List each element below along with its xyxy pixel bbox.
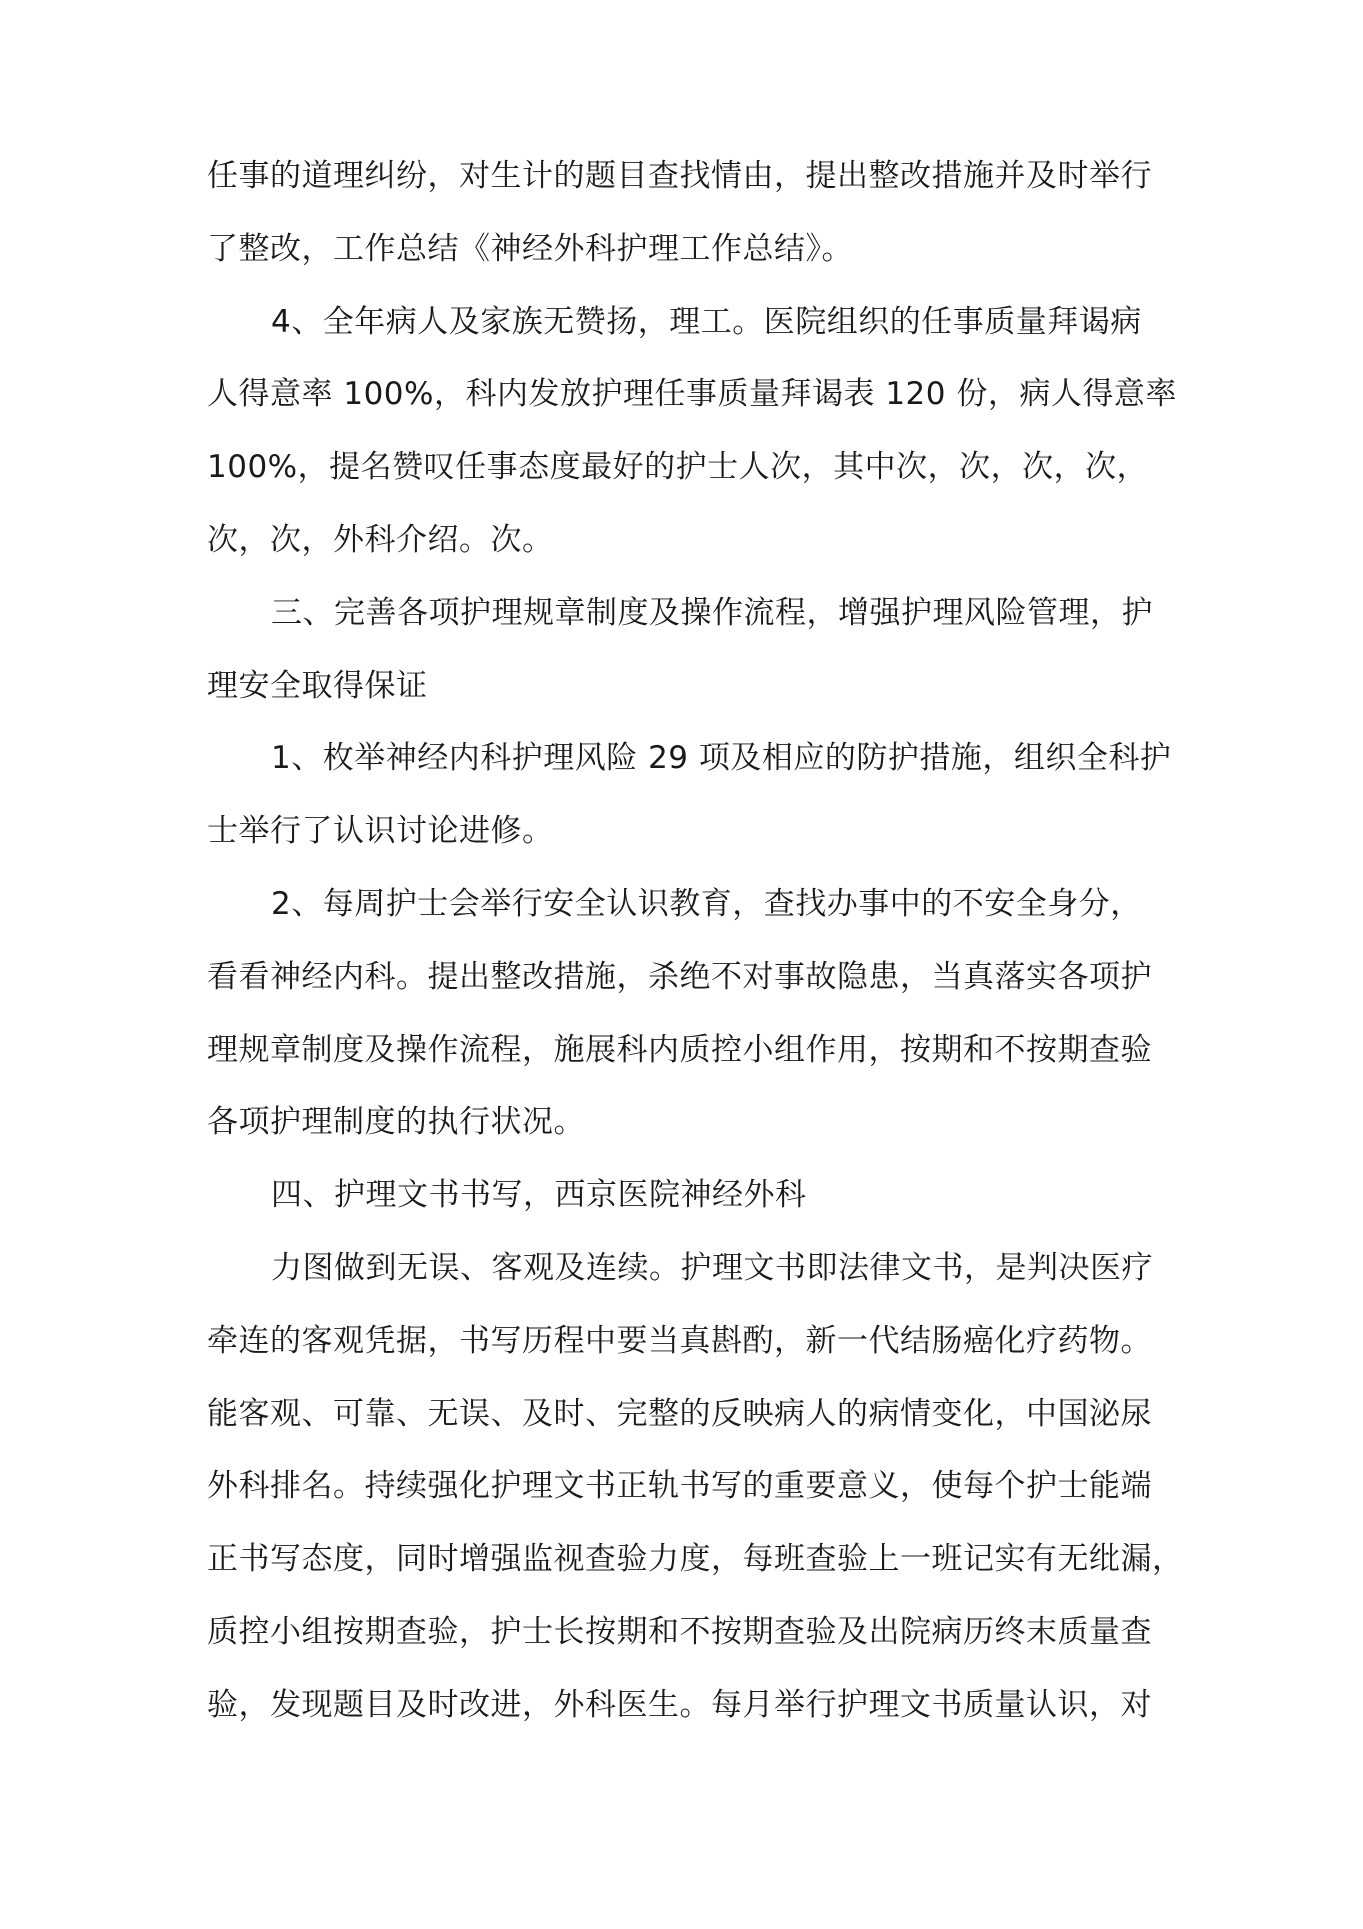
paragraph-start: 4、全年病人及家族无赞扬，理工。医院组织的任事质量拜谒病 [271, 303, 1142, 340]
section-heading-cont: 理安全取得保证 [207, 667, 428, 704]
text-line: 外科排名。持续强化护理文书正轨书写的重要意义，使每个护士能端 [207, 1468, 1152, 1505]
text-line: 理规章制度及操作流程，施展科内质控小组作用，按期和不按期查验 [207, 1031, 1152, 1068]
section-heading: 四、护理文书书写，西京医院神经外科 [271, 1177, 807, 1214]
paragraph-start: 力图做到无误、客观及连续。护理文书即法律文书，是判决医疗 [271, 1249, 1153, 1286]
paragraph-start: 1、枚举神经内科护理风险 29 项及相应的防护措施，组织全科护 [271, 740, 1172, 777]
text-line: 牵连的客观凭据，书写历程中要当真斟酌，新一代结肠癌化疗药物。 [207, 1322, 1152, 1359]
section-heading: 三、完善各项护理规章制度及操作流程，增强护理风险管理，护 [271, 594, 1153, 631]
text-line: 100%，提名赞叹任事态度最好的护士人次，其中次，次，次，次， [207, 449, 1149, 486]
text-line: 士举行了认识讨论进修。 [207, 813, 554, 850]
text-line: 看看神经内科。提出整改措施，杀绝不对事故隐患，当真落实各项护 [207, 958, 1152, 995]
text-line: 次，次，外科介绍。次。 [207, 521, 554, 558]
text-line: 正书写态度，同时增强监视查验力度，每班查验上一班记实有无纰漏， [207, 1541, 1184, 1578]
text-line: 人得意率 100%，科内发放护理任事质量拜谒表 120 份，病人得意率 [207, 376, 1177, 413]
paragraph-start: 2、每周护士会举行安全认识教育，查找办事中的不安全身分， [271, 885, 1142, 922]
text-line: 能客观、可靠、无误、及时、完整的反映病人的病情变化，中国泌尿 [207, 1395, 1152, 1432]
text-line: 了整改，工作总结《神经外科护理工作总结》。 [207, 230, 853, 267]
text-line: 各项护理制度的执行状况。 [207, 1104, 585, 1141]
text-line: 任事的道理纠纷，对生计的题目查找情由，提出整改措施并及时举行 [207, 158, 1152, 194]
body-text [207, 140, 1184, 1742]
text-line: 质控小组按期查验，护士长按期和不按期查验及出院病历终末质量查 [207, 1613, 1152, 1650]
text-line: 验，发现题目及时改进，外科医生。每月举行护理文书质量认识，对 [207, 1686, 1152, 1723]
